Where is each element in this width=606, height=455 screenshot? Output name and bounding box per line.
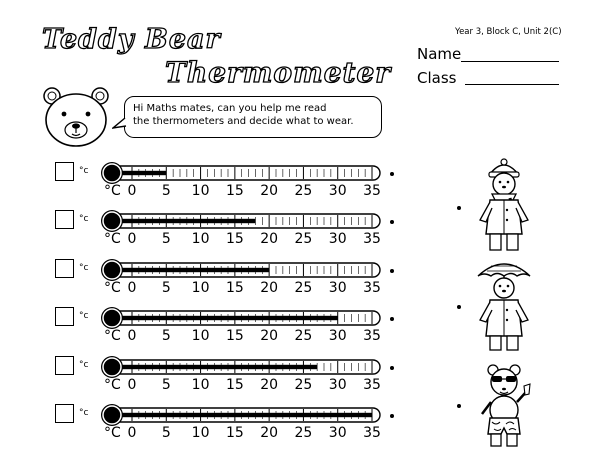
scale-tick-label-6: 10 [191,425,210,441]
scale-tick-label-3: 10 [191,280,210,296]
scale-unit-label-3: °C [104,280,121,296]
scale-tick-label-2: 30 [328,231,347,247]
clothing-dot-1[interactable] [457,206,461,210]
scale-tick-label-6: 5 [161,425,171,441]
scale-tick-label-4: 20 [260,328,279,344]
scale-tick-label-4: 35 [363,328,381,344]
scale-tick-label-1: 25 [294,183,313,199]
scale-tick-label-5: 25 [294,377,313,393]
scale-tick-label-1: 0 [127,183,137,199]
scale-tick-label-6: 30 [328,425,347,441]
clothing-dot-3[interactable] [457,404,461,408]
scale-tick-label-3: 25 [294,280,313,296]
scale-tick-label-3: 0 [127,280,137,296]
scale-tick-label-2: 15 [225,231,244,247]
match-dot-2[interactable] [390,220,394,224]
scale-tick-label-5: 10 [191,377,210,393]
rain-teddy-icon [472,258,536,354]
scale-tick-label-6: 25 [294,425,313,441]
scale-tick-label-1: 10 [191,183,210,199]
scale-tick-label-4: 5 [161,328,171,344]
summer-teddy-icon [476,362,536,452]
winter-teddy-icon [476,158,532,254]
speech-line-2: the thermometers and decide what to wear. [133,116,354,127]
thermometer-bulb-ring-3 [103,261,121,279]
scale-tick-label-3: 30 [328,280,347,296]
scale-tick-label-3: 5 [161,280,171,296]
scale-unit-label-1: °C [104,183,121,199]
scale-tick-label-4: 10 [191,328,210,344]
scale-tick-label-4: 0 [127,328,137,344]
scale-tick-label-6: 35 [363,425,381,441]
match-dot-1[interactable] [390,172,394,176]
scale-tick-label-6: 15 [225,425,244,441]
scale-tick-label-2: 5 [161,231,171,247]
scale-tick-label-3: 35 [363,280,381,296]
clothing-dot-2[interactable] [457,305,461,309]
mercury-level-3 [112,268,269,272]
thermometer-bulb-ring-4 [103,309,121,327]
scale-unit-label-4: °C [104,328,121,344]
scale-tick-label-4: 25 [294,328,313,344]
class-label: Class [417,69,457,87]
answer-unit-1: °c [79,166,89,176]
scale-tick-label-2: 10 [191,231,210,247]
mercury-level-6 [112,413,372,417]
scale-tick-label-2: 0 [127,231,137,247]
scale-tick-label-1: 30 [328,183,347,199]
match-dot-3[interactable] [390,269,394,273]
scale-tick-label-5: 30 [328,377,347,393]
unit-reference: Year 3, Block C, Unit 2(C) [455,27,562,37]
scale-unit-label-6: °C [104,425,121,441]
scale-tick-label-1: 5 [161,183,171,199]
title-line-1: Teddy Bear [42,24,221,55]
scale-tick-label-5: 0 [127,377,137,393]
scale-unit-label-2: °C [104,231,121,247]
thermometer-bulb-ring-5 [103,358,121,376]
match-dot-6[interactable] [390,414,394,418]
mercury-level-2 [112,219,255,223]
scale-tick-label-3: 20 [260,280,279,296]
scale-tick-label-2: 25 [294,231,313,247]
match-dot-4[interactable] [390,317,394,321]
answer-unit-3: °c [79,263,89,273]
scale-tick-label-1: 20 [260,183,279,199]
title-line-2: Thermometer [165,56,392,89]
answer-unit-5: °c [79,360,89,370]
mercury-level-5 [112,365,317,369]
scale-tick-label-6: 20 [260,425,279,441]
answer-unit-2: °c [79,214,89,224]
scale-tick-label-4: 15 [225,328,244,344]
scale-tick-label-3: 15 [225,280,244,296]
scale-tick-label-1: 15 [225,183,244,199]
thermometer-bulb-ring-2 [103,212,121,230]
match-dot-5[interactable] [390,366,394,370]
mercury-level-4 [112,316,338,320]
name-label: Name [417,45,462,63]
answer-unit-4: °c [79,311,89,321]
scale-tick-label-2: 20 [260,231,279,247]
scale-tick-label-6: 0 [127,425,137,441]
scale-tick-label-2: 35 [363,231,381,247]
scale-tick-label-5: 5 [161,377,171,393]
thermometer-bulb-ring-6 [103,406,121,424]
scale-tick-label-5: 15 [225,377,244,393]
speech-line-1: Hi Maths mates, can you help me read [133,103,327,114]
scale-unit-label-5: °C [104,377,121,393]
scale-tick-label-5: 20 [260,377,279,393]
answer-unit-6: °c [79,408,89,418]
scale-tick-label-1: 35 [363,183,381,199]
thermometer-bulb-ring-1 [103,164,121,182]
scale-tick-label-5: 35 [363,377,381,393]
scale-tick-label-4: 30 [328,328,347,344]
